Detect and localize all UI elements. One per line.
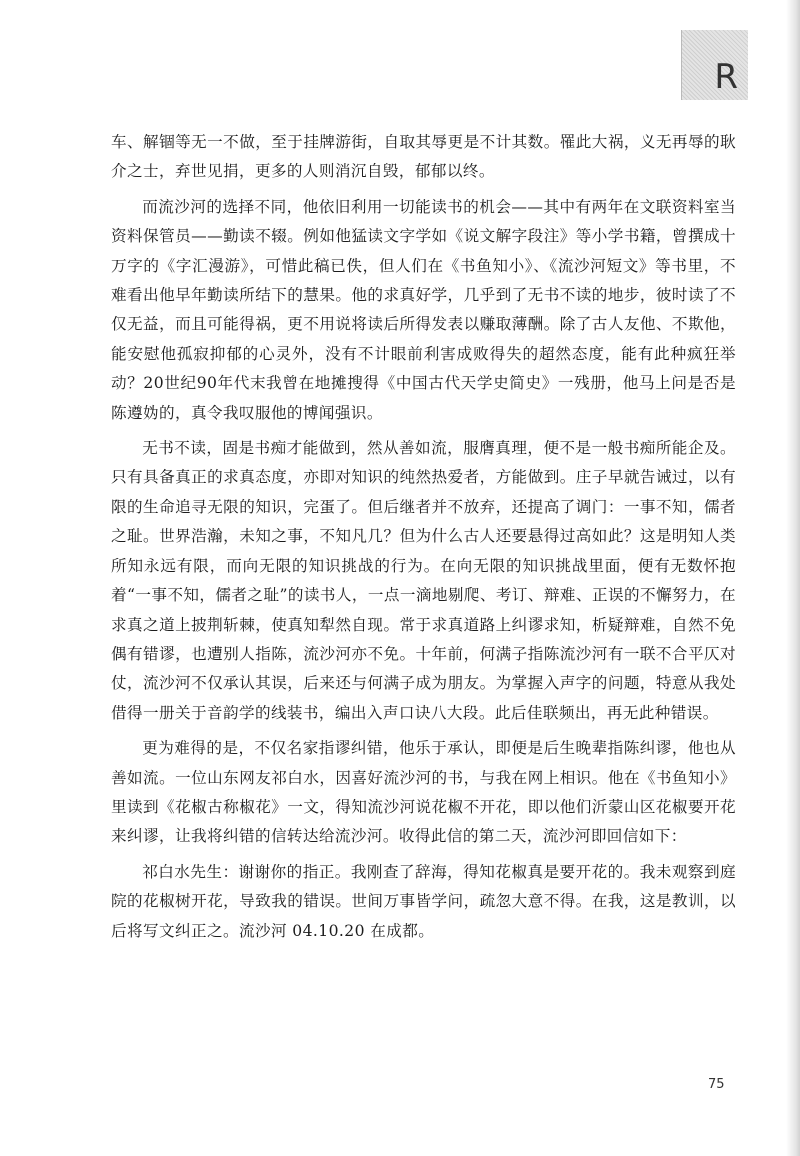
paragraph-2: 而流沙河的选择不同，他依旧利用一切能读书的机会——其中有两年在文联资料室当资料保管员——勤读不辍。例如他猛读文字学如《说文解字段注》等小学书籍，曾撰成十万字的《字汇漫游》，可惜此稿已佚，但人们在《书鱼知小》、《流沙河短文》等书里，不难看出他早年勤读所结下的慧果。他的求真好学，几乎到了无书不读的地步，彼时读了不仅无益，而且可能得祸，更不用说将读后所得发表以赚取薄酬。除了古人友他、不欺他，能安慰他孤寂抑郁的心灵外，没有不计眼前利害成败得失的超然态度，能有此种疯狂举动？20世纪90年代末我曾在地摊搜得《中国古代天学史简史》一残册，他马上问是否是陈遵妫的，真令我叹服他的博闻强识。 — [111, 197, 736, 422]
paragraph-4: 更为难得的是，不仅名家指谬纠错，他乐于承认，即便是后生晚辈指陈纠谬，他也从善如流。一位山东网友祁白水，因喜好流沙河的书，与我在网上相识。他在《书鱼知小》里读到《花椒古称椒花》一文，得知流沙河说花椒不开花，即以他们沂蒙山区花椒要开花来纠谬，让我将纠错的信转达给流沙河。收得此信的第二天，流沙河即回信如下： — [111, 739, 736, 846]
page-number: 75 — [708, 1077, 725, 1092]
quoted-letter: 祁白水先生：谢谢你的指正。我刚查了辞海，得知花椒真是要开花的。我未观察到庭院的花椒树开花，导致我的错误。世间万事皆学问，疏忽大意不得。在我，这是教训，以后将写文纠正之。流沙河 04.10.20 在成都。 — [111, 862, 736, 940]
article-body — [111, 128, 736, 952]
page-edge-shadow — [786, 0, 800, 1156]
section-letter: R — [714, 57, 738, 97]
paragraph-1: 车、解锢等无一不做，至于挂牌游街，自取其辱更是不计其数。罹此大祸，义无再辱的耿介之士，弃世见捐，更多的人则消沉自毁，郁郁以终。 — [111, 133, 736, 181]
section-tab — [681, 30, 748, 100]
paragraph-3: 无书不读，固是书痴才能做到，然从善如流，服膺真理，便不是一般书痴所能企及。只有具备真正的求真态度，亦即对知识的纯然热爱者，方能做到。庄子早就告诫过，以有限的生命追寻无限的知识，完蛋了。但后继者并不放弃，还提高了调门：一事不知，儒者之耻。世界浩瀚，未知之事，不知凡几？但为什么古人还要悬得过高如此？这是明知人类所知永远有限，而向无限的知识挑战的行为。在向无限的知识挑战里面，便有无数怀抱着“一事不知，儒者之耻”的读书人，一点一滴地剔爬、考订、辩难、正误的不懈努力，在求真之道上披荆斩棘，使真知犁然自现。常于求真道路上纠谬求知，析疑辩难，自然不免偶有错谬，也遭别人指陈，流沙河亦不免。十年前，何满子指陈流沙河有一联不合平仄对仗，流沙河不仅承认其误，后来还与何满子成为朋友。为掌握入声字的问题，特意从我处借得一册关于音韵学的线装书，编出入声口诀八大段。此后佳联频出，再无此种错误。 — [111, 439, 736, 722]
